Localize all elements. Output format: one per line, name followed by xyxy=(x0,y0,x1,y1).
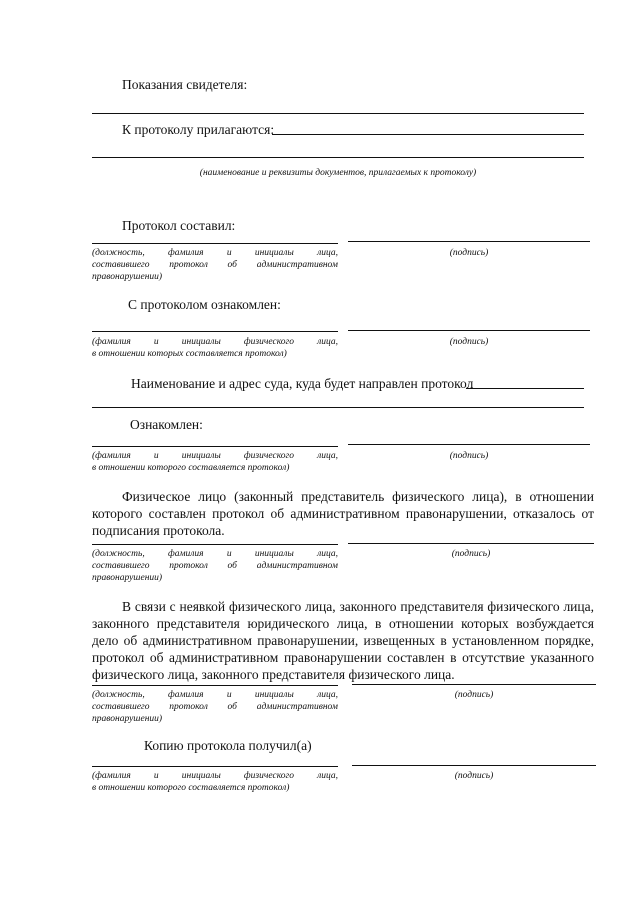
familiarized-1-signature-line[interactable] xyxy=(348,330,590,331)
familiarized-2-label: Ознакомлен: xyxy=(130,417,203,432)
compiled-hint-3: правонарушении) xyxy=(92,272,163,282)
copy-received-hint-2: в отношении которого составляется протокол) xyxy=(92,783,290,793)
familiarized-2-hint-2: в отношении которого составляется протокол) xyxy=(92,463,290,473)
familiarized-2-hint-1: (фамилия и инициалы физического лица, xyxy=(92,451,338,461)
attachments-input-line[interactable] xyxy=(272,134,584,135)
attachments-input-line-2[interactable] xyxy=(92,157,584,158)
court-input-line-2[interactable] xyxy=(92,407,584,408)
refusal-hint-2: составившего протокол об административном xyxy=(92,561,338,571)
familiarized-1-hint-1: (фамилия и инициалы физического лица, xyxy=(92,337,338,347)
court-input-line[interactable] xyxy=(466,388,584,389)
copy-received-signature-line[interactable] xyxy=(352,765,596,766)
refusal-paragraph: Физическое лицо (законный представитель физического лица), в отношении которого составлен протокол об административном правонарушении, отказалось от подписания протокола. xyxy=(92,489,594,538)
copy-received-hint-1: (фамилия и инициалы физического лица, xyxy=(92,771,338,781)
compiled-hint-2: составившего протокол об административном xyxy=(92,260,338,270)
refusal-name-line[interactable] xyxy=(92,544,338,545)
absence-hint-1: (должность, фамилия и инициалы лица, xyxy=(92,690,338,700)
copy-received-name-line[interactable] xyxy=(92,766,338,767)
familiarized-1-label: С протоколом ознакомлен: xyxy=(128,297,281,312)
familiarized-1-signature-hint: (подпись) xyxy=(449,337,489,347)
refusal-hint-1: (должность, фамилия и инициалы лица, xyxy=(92,549,338,559)
compiled-label: Протокол составил: xyxy=(122,218,236,233)
court-label: Наименование и адрес суда, куда будет направлен протокол xyxy=(131,376,474,391)
familiarized-2-name-line[interactable] xyxy=(92,446,338,447)
absence-hint-3: правонарушении) xyxy=(92,714,163,724)
attachments-label: К протоколу прилагаются: xyxy=(122,122,275,137)
absence-paragraph: В связи с неявкой физического лица, законного представителя физического лица, законного представителя юридического лица, в отношении которых возбуждается дело об административном правонарушении, извещенных в установленном порядке, протокол об административном правонарушении составлен в отсутствие указанного физического лица, законного представителя физического лица. xyxy=(92,599,594,682)
absence-signature-hint: (подпись) xyxy=(454,690,494,700)
refusal-signature-hint: (подпись) xyxy=(451,549,491,559)
witness-input-line[interactable] xyxy=(92,113,584,114)
absence-name-line[interactable] xyxy=(92,685,338,686)
witness-label: Показания свидетеля: xyxy=(122,77,248,92)
refusal-signature-line[interactable] xyxy=(348,543,594,544)
refusal-hint-3: правонарушении) xyxy=(92,573,163,583)
familiarized-1-hint-2: в отношении которых составляется протокол) xyxy=(92,349,287,359)
attachments-hint: (наименование и реквизиты документов, прилагаемых к протоколу) xyxy=(199,168,477,178)
compiled-signature-hint: (подпись) xyxy=(449,248,489,258)
familiarized-2-signature-hint: (подпись) xyxy=(449,451,489,461)
compiled-hint-1: (должность, фамилия и инициалы лица, xyxy=(92,248,338,258)
familiarized-2-signature-line[interactable] xyxy=(348,444,590,445)
compiled-name-line[interactable] xyxy=(92,243,338,244)
absence-hint-2: составившего протокол об административном xyxy=(92,702,338,712)
copy-received-label: Копию протокола получил(а) xyxy=(144,738,312,753)
familiarized-1-name-line[interactable] xyxy=(92,331,338,332)
copy-received-signature-hint: (подпись) xyxy=(454,771,494,781)
absence-signature-line[interactable] xyxy=(352,684,596,685)
compiled-signature-line[interactable] xyxy=(348,241,590,242)
